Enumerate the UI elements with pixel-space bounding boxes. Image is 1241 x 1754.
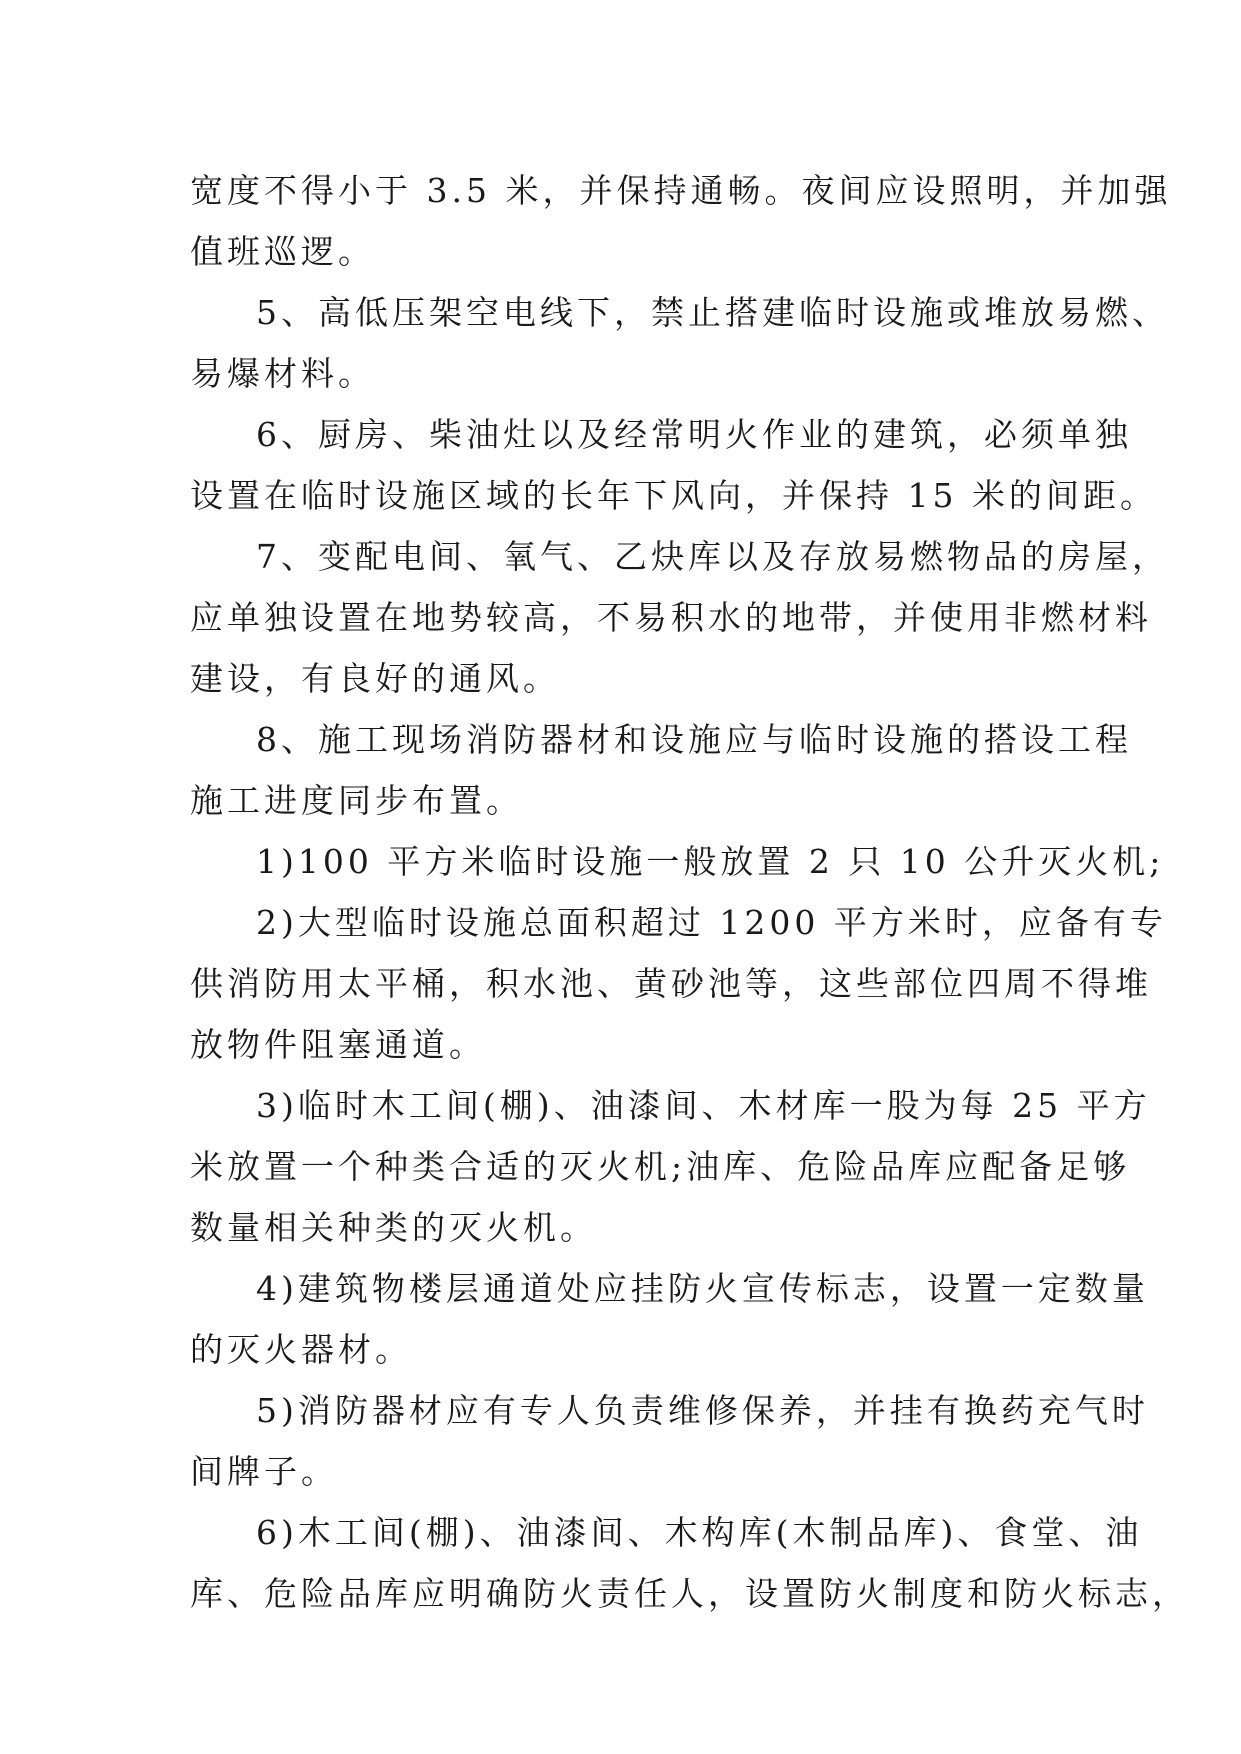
text-line: 6、厨房、柴油灶以及经常明火作业的建筑，必须单独 <box>256 415 1132 454</box>
text-line: 供消防用太平桶，积水池、黄砂池等，这些部位四周不得堆 <box>190 964 1152 1003</box>
text-line: 放物件阻塞通道。 <box>190 1025 486 1064</box>
text-line: 4)建筑物楼层通道处应挂防火宣传标志，设置一定数量 <box>256 1269 1149 1308</box>
text-line: 应单独设置在地势较高，不易积水的地带，并使用非燃材料 <box>190 598 1152 637</box>
text-line: 数量相关种类的灭火机。 <box>190 1208 597 1247</box>
text-line: 库、危险品库应明确防火责任人，设置防火制度和防火标志， <box>190 1574 1189 1613</box>
document-body <box>190 160 1189 1624</box>
text-line: 设置在临时设施区域的长年下风向，并保持 15 米的间距。 <box>190 476 1157 515</box>
text-line: 间牌子。 <box>190 1452 338 1491</box>
text-line: 易爆材料。 <box>190 354 375 393</box>
text-line: 8、施工现场消防器材和设施应与临时设施的搭设工程 <box>256 720 1132 759</box>
text-line: 建设，有良好的通风。 <box>190 659 560 698</box>
text-line: 5)消防器材应有专人负责维修保养，并挂有换药充气时 <box>256 1391 1149 1430</box>
text-line: 宽度不得小于 3.5 米，并保持通畅。夜间应设照明，并加强 <box>190 171 1172 210</box>
text-line: 2)大型临时设施总面积超过 1200 平方米时，应备有专 <box>256 903 1167 942</box>
text-line: 米放置一个种类合适的灭火机;油库、危险品库应配备足够 <box>190 1147 1131 1186</box>
text-line: 值班巡逻。 <box>190 232 375 271</box>
text-line: 6)木工间(棚)、油漆间、木构库(木制品库)、食堂、油 <box>256 1513 1143 1552</box>
text-line: 5、高低压架空电线下，禁止搭建临时设施或堆放易燃、 <box>256 293 1169 332</box>
text-line: 施工进度同步布置。 <box>190 781 523 820</box>
text-line: 的灭火器材。 <box>190 1330 412 1369</box>
text-line: 7、变配电间、氧气、乙炔库以及存放易燃物品的房屋， <box>256 537 1169 576</box>
text-line: 1)100 平方米临时设施一般放置 2 只 10 公升灭火机; <box>256 842 1165 881</box>
text-line: 3)临时木工间(棚)、油漆间、木材库一股为每 25 平方 <box>256 1086 1151 1125</box>
